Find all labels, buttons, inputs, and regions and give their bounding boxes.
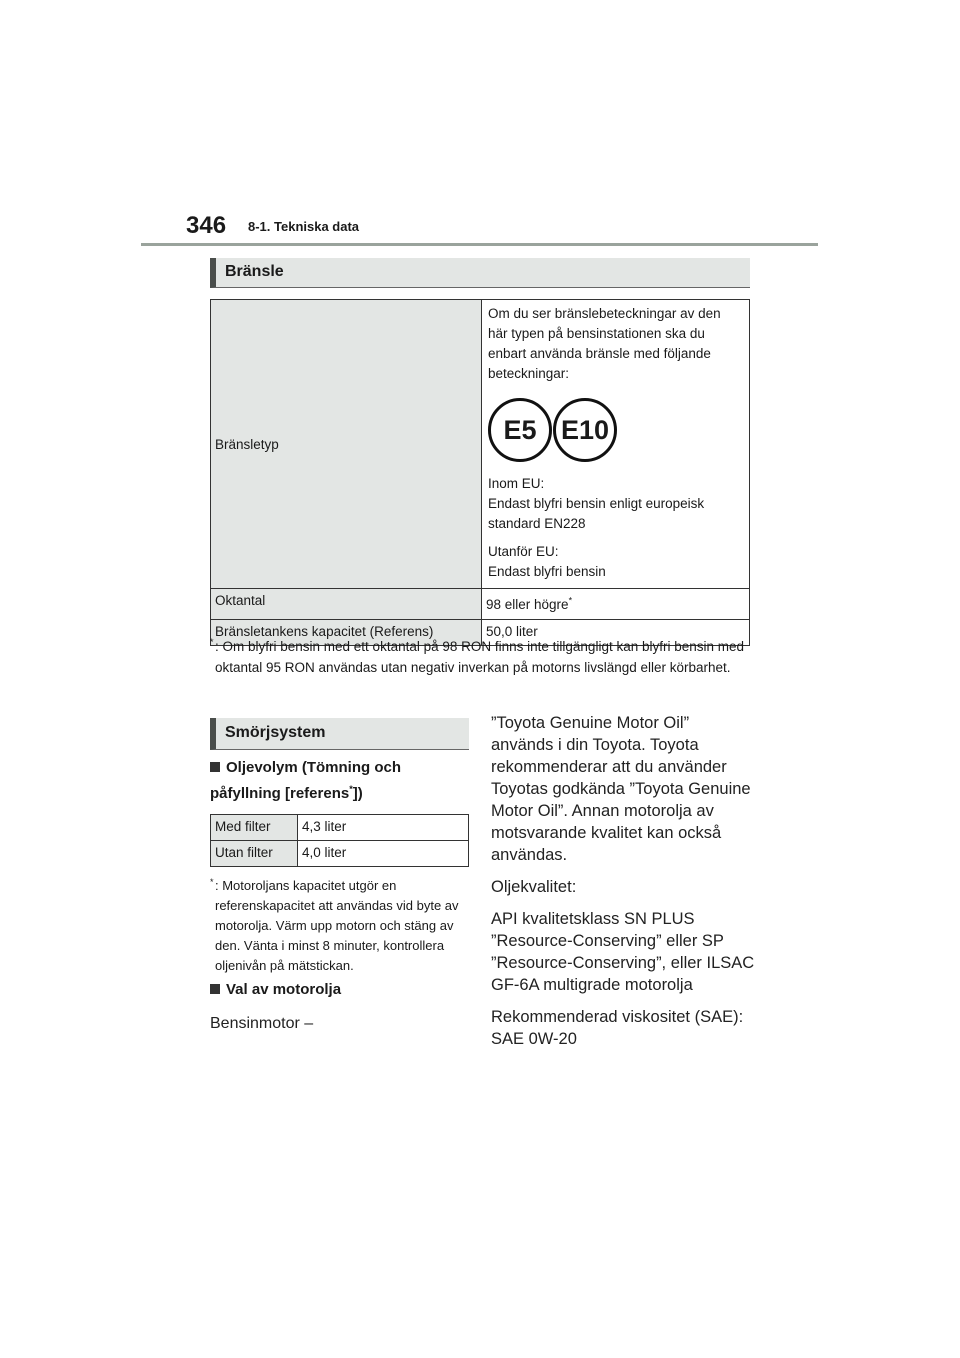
page-number: 346	[186, 212, 227, 239]
outside-eu-label: Utanför EU:	[488, 544, 559, 559]
oil-paragraph: Oljekvalitet:	[491, 878, 577, 896]
oil-volume-heading-text: Oljevolym (Tömning och påfyllning [referens	[210, 759, 402, 802]
tank-capacity-value: 50,0 liter	[486, 624, 538, 639]
outside-eu-text	[488, 542, 743, 582]
with-filter-label-cell	[211, 815, 298, 841]
fuel-type-label-cell	[211, 300, 482, 589]
lubrication-section-heading	[210, 718, 469, 750]
e10-badge-icon: E10	[553, 398, 617, 462]
oil-volume-heading	[210, 755, 469, 807]
oil-footnote: * : Motoroljans kapacitet utgör en referenskapacitet att användas vid byte av motorolja. Värm upp motorn och stäng av den. Vänta i minst 8 minuter, kontrollera oljenivån på mätstickan.	[210, 876, 464, 976]
oil-choice-heading	[210, 977, 469, 1003]
fuel-type-label: Bränsletyp	[215, 436, 279, 452]
oil-volume-table	[210, 814, 469, 867]
e5-badge-icon: E5	[488, 398, 552, 462]
fuel-section-title: Bränsle	[225, 263, 284, 280]
fuel-type-intro: Om du ser bränslebeteckningar av den här typen på bensinstationen ska du enbart använda bränsle med följande beteckningar:	[488, 306, 721, 381]
lubrication-section-title: Smörjsystem	[225, 724, 326, 741]
fuel-type-value-cell	[482, 300, 750, 589]
without-filter-label-cell	[211, 841, 298, 867]
octane-footnote-mark: *	[568, 595, 573, 606]
inside-eu-value: Endast blyfri bensin enligt europeisk standard EN228	[488, 496, 705, 531]
oil-paragraph: ”Toyota Genuine Motor Oil” används i din Toyota. Toyota rekommenderar att du använder Toyotas godkända ”Toyota Genuine Motor Oil”. Annan motorolja av motsvarande kvalitet kan också användas.	[491, 714, 751, 864]
table-row	[211, 841, 469, 867]
tank-capacity-label: Bränsletankens kapacitet (Referens)	[215, 624, 434, 639]
oil-choice-heading-text: Val av motorolja	[226, 981, 342, 998]
fuel-table	[210, 299, 750, 646]
header-rule	[141, 243, 818, 246]
octane-label-cell	[211, 589, 482, 620]
fuel-section-heading	[210, 258, 750, 288]
with-filter-value-cell	[298, 815, 469, 841]
octane-label: Oktantal	[215, 593, 266, 608]
oil-volume-heading-end: ])	[352, 785, 363, 802]
chapter-title: 8-1. Tekniska data	[248, 219, 360, 234]
table-row	[211, 300, 750, 589]
table-row	[211, 815, 469, 841]
without-filter-value-cell	[298, 841, 469, 867]
octane-value-cell	[482, 589, 750, 620]
without-filter-label: Utan filter	[215, 845, 273, 860]
square-bullet-icon	[210, 984, 220, 994]
inside-eu-label: Inom EU:	[488, 476, 545, 491]
oil-paragraph: API kvalitetsklass SN PLUS ”Resource-Conserving” eller SP ”Resource-Conserving”, eller ILSAC GF-6A multigrade motorolja	[491, 910, 755, 994]
fuel-label-badges	[488, 398, 743, 462]
outside-eu-value: Endast blyfri bensin	[488, 564, 606, 579]
without-filter-value: 4,0 liter	[302, 845, 347, 860]
oil-paragraph: Rekommenderad viskositet (SAE): SAE 0W-20	[491, 1008, 744, 1048]
square-bullet-icon	[210, 762, 220, 772]
fuel-footnote: * : Om blyfri bensin med ett oktantal på 98 RON finns inte tillgängligt kan blyfri bensin med oktantal 95 RON användas utan negativ inverkan på motorns livslängd eller körbarhet.	[210, 636, 750, 678]
oil-recommendation-column	[491, 712, 756, 1060]
engine-type-text: Bensinmotor –	[210, 1015, 314, 1032]
with-filter-value: 4,3 liter	[302, 819, 347, 834]
table-row	[211, 589, 750, 620]
with-filter-label: Med filter	[215, 819, 271, 834]
oil-volume-heading-mark: *	[349, 784, 353, 794]
oil-footnote-text: : Motoroljans kapacitet utgör en referenskapacitet att användas vid byte av motorolja. Värm upp motorn och stäng av den. Vänta i minst 8 minuter, kontrollera oljenivån på mätstickan.	[215, 878, 459, 973]
fuel-footnote-text: : Om blyfri bensin med ett oktantal på 98 RON finns inte tillgängligt kan blyfri bensin med oktantal 95 RON användas utan negativ inverkan på motorns livslängd eller körbarhet.	[215, 639, 745, 675]
octane-value: 98 eller högre	[486, 597, 569, 612]
inside-eu-text	[488, 474, 743, 534]
